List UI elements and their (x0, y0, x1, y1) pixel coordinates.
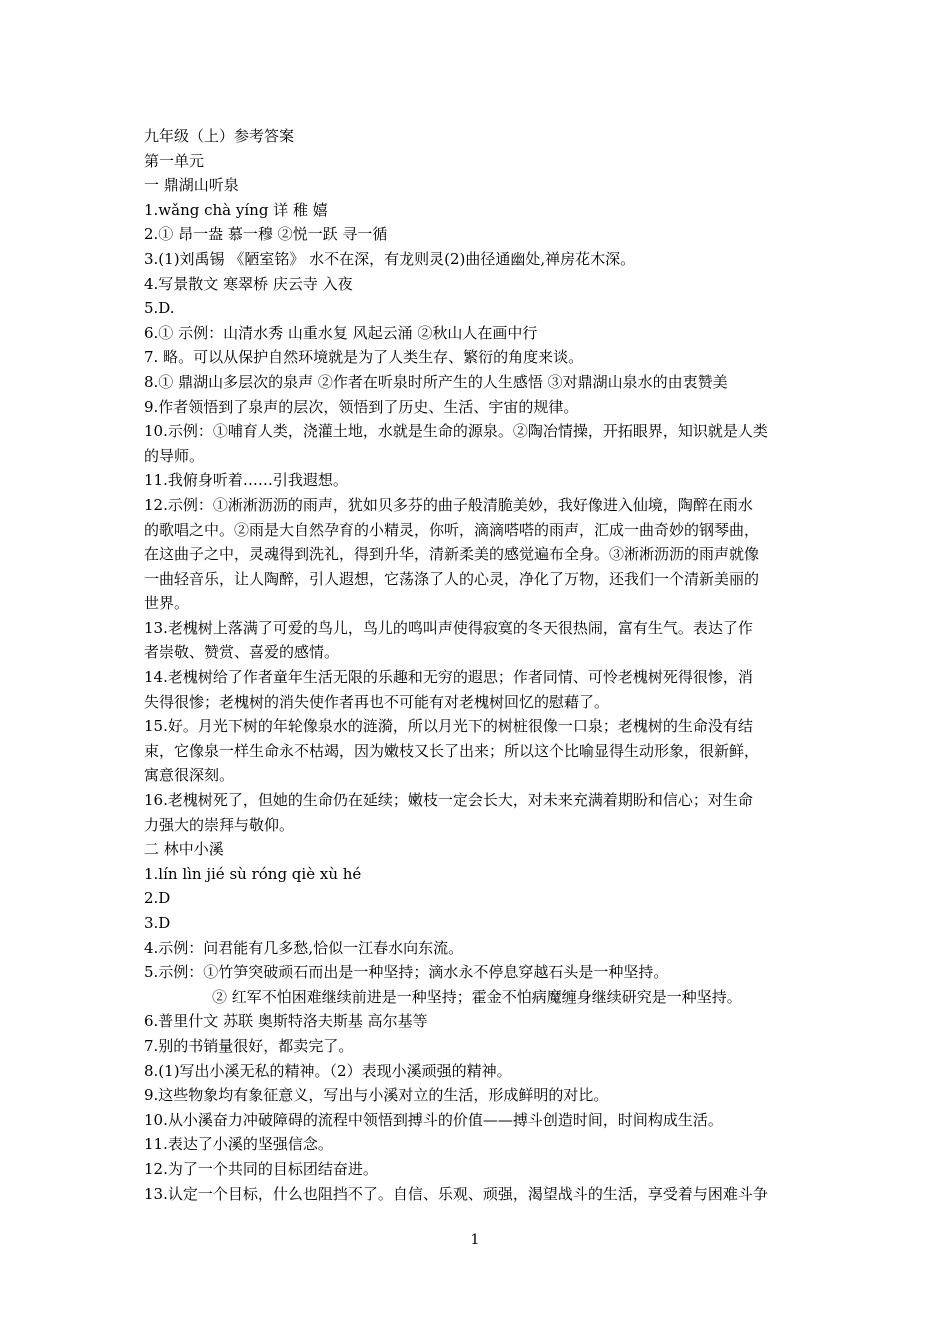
answer-document (144, 124, 808, 1206)
answer-line: 者崇敬、赞赏、喜爱的感情。 (144, 643, 340, 662)
answer-line: 8.(1)写出小溪无私的精神。（2）表现小溪顽强的精神。 (144, 1061, 512, 1080)
answer-line: 4.写景散文 寒翠桥 庆云寺 入夜 (144, 274, 353, 293)
answer-line: 的歌唱之中。②雨是大自然孕育的小精灵，你听，滴滴嗒嗒的雨声，汇成一曲奇妙的钢琴曲， (144, 520, 760, 539)
answer-paragraph (144, 419, 808, 468)
section-heading: 二 林中小溪 (144, 840, 224, 859)
answer-line: 10.示例：①哺育人类，浇灌土地，水就是生命的源泉。②陶冶情操，开拓眼界，知识就是人类 (144, 422, 768, 441)
answer-paragraph (144, 665, 808, 714)
answer-line: 5.D. (144, 299, 175, 318)
answer-line: 寓意很深刻。 (144, 766, 235, 785)
answer-line: 13.老槐树上落满了可爱的鸟儿，鸟儿的鸣叫声使得寂寞的冬天很热闹，富有生气。表达了作 (144, 618, 753, 637)
answer-paragraph (144, 788, 808, 837)
answer-line: 16.老槐树死了，但她的生命仍在延续；嫩枝一定会长大，对未来充满着期盼和信心；对生命 (144, 791, 753, 810)
document-title: 九年级（上）参考答案 (144, 127, 295, 145)
answer-line: 失得很惨；老槐树的消失使作者再也不可能有对老槐树回忆的慰藉了。 (144, 692, 610, 711)
answer-line: 7.别的书销量很好，都卖完了。 (144, 1036, 354, 1055)
answer-line: 10.从小溪奋力冲破障碍的流程中领悟到搏斗的价值——搏斗创造时间，时间构成生活。 (144, 1110, 723, 1129)
answer-line: 在这曲子之中，灵魂得到洗礼，得到升华，清新柔美的感觉遍布全身。③淅淅沥沥的雨声就像 (144, 545, 760, 564)
answer-line: 14.老槐树给了作者童年生活无限的乐趣和无穷的遐思；作者同情、可怜老槐树死得很惨，消 (144, 668, 753, 687)
unit-heading: 第一单元 (144, 151, 205, 170)
answer-line: 13.认定一个目标，什么也阻挡不了。自信、乐观、顽强，渴望战斗的生活，享受着与困难斗争 (144, 1184, 768, 1203)
answer-line: 2.D (144, 889, 171, 908)
answer-paragraph (144, 616, 808, 665)
answer-line: 12.为了一个共同的目标团结奋进。 (144, 1159, 378, 1178)
answer-line: 12.示例：①淅淅沥沥的雨声，犹如贝多芬的曲子般清脆美妙，我好像进入仙境，陶醉在雨水 (144, 495, 753, 514)
answer-line: 11.表达了小溪的坚强信念。 (144, 1135, 333, 1154)
answer-line: ② 红军不怕困难继续前进是一种坚持；霍金不怕病魔缠身继续研究是一种坚持。 (212, 987, 742, 1006)
answer-line: 一曲轻音乐，让人陶醉，引人遐想，它荡涤了人的心灵，净化了万物，还我们一个清新美丽的 (144, 569, 760, 588)
answer-line: 2.① 昂一盎 慕一穆 ②悦一跃 寻一循 (144, 225, 388, 244)
answer-line: 6.普里什文 苏联 奥斯特洛夫斯基 高尔基等 (144, 1012, 428, 1031)
answer-line: 1.lín lìn jié sù róng qiè xù hé (144, 864, 362, 883)
answer-line: 1.wǎng chà yíng 详 稚 嬉 (144, 200, 328, 219)
answer-line: 束，它像泉一样生命永不枯竭，因为嫩枝又长了出来；所以这个比喻显得生动形象，很新鲜， (144, 741, 760, 760)
answer-paragraph (144, 714, 808, 788)
answer-line: 11.我俯身听着……引我遐想。 (144, 471, 348, 490)
answer-line: 3.(1)刘禹锡 《陋室铭》 水不在深，有龙则灵(2)曲径通幽处,禅房花木深。 (144, 249, 636, 268)
answer-line: 的导师。 (144, 446, 205, 465)
answer-line: 7. 略。可以从保护自然环境就是为了人类生存、繁衍的角度来谈。 (144, 348, 584, 367)
page-number: 1 (470, 1232, 480, 1248)
section-heading: 一 鼎湖山听泉 (144, 176, 239, 195)
answer-line: 3.D (144, 914, 171, 932)
answer-line: 世界。 (144, 594, 190, 613)
answer-line: 6.① 示例：山清水秀 山重水复 风起云涌 ②秋山人在画中行 (144, 323, 538, 342)
answer-line: 5.示例：①竹笋突破顽石而出是一种坚持；滴水永不停息穿越石头是一种坚持。 (144, 963, 669, 982)
answer-line: 力强大的崇拜与敬仰。 (144, 815, 295, 834)
answer-line: 8.① 鼎湖山多层次的泉声 ②作者在听泉时所产生的人生感悟 ③对鼎湖山泉水的由衷赞美 (144, 372, 728, 391)
answer-line: 9.这些物象均有象征意义，写出与小溪对立的生活，形成鲜明的对比。 (144, 1086, 609, 1105)
answer-paragraph (144, 493, 808, 616)
answer-line: 4.示例：问君能有几多愁,恰似一江春水向东流。 (144, 938, 464, 957)
answer-line: 15.好。月光下树的年轮像泉水的涟漪，所以月光下的树桩很像一口泉；老槐树的生命没有结 (144, 717, 753, 736)
answer-line: 9.作者领悟到了泉声的层次，领悟到了历史、生活、宇宙的规律。 (144, 397, 579, 416)
